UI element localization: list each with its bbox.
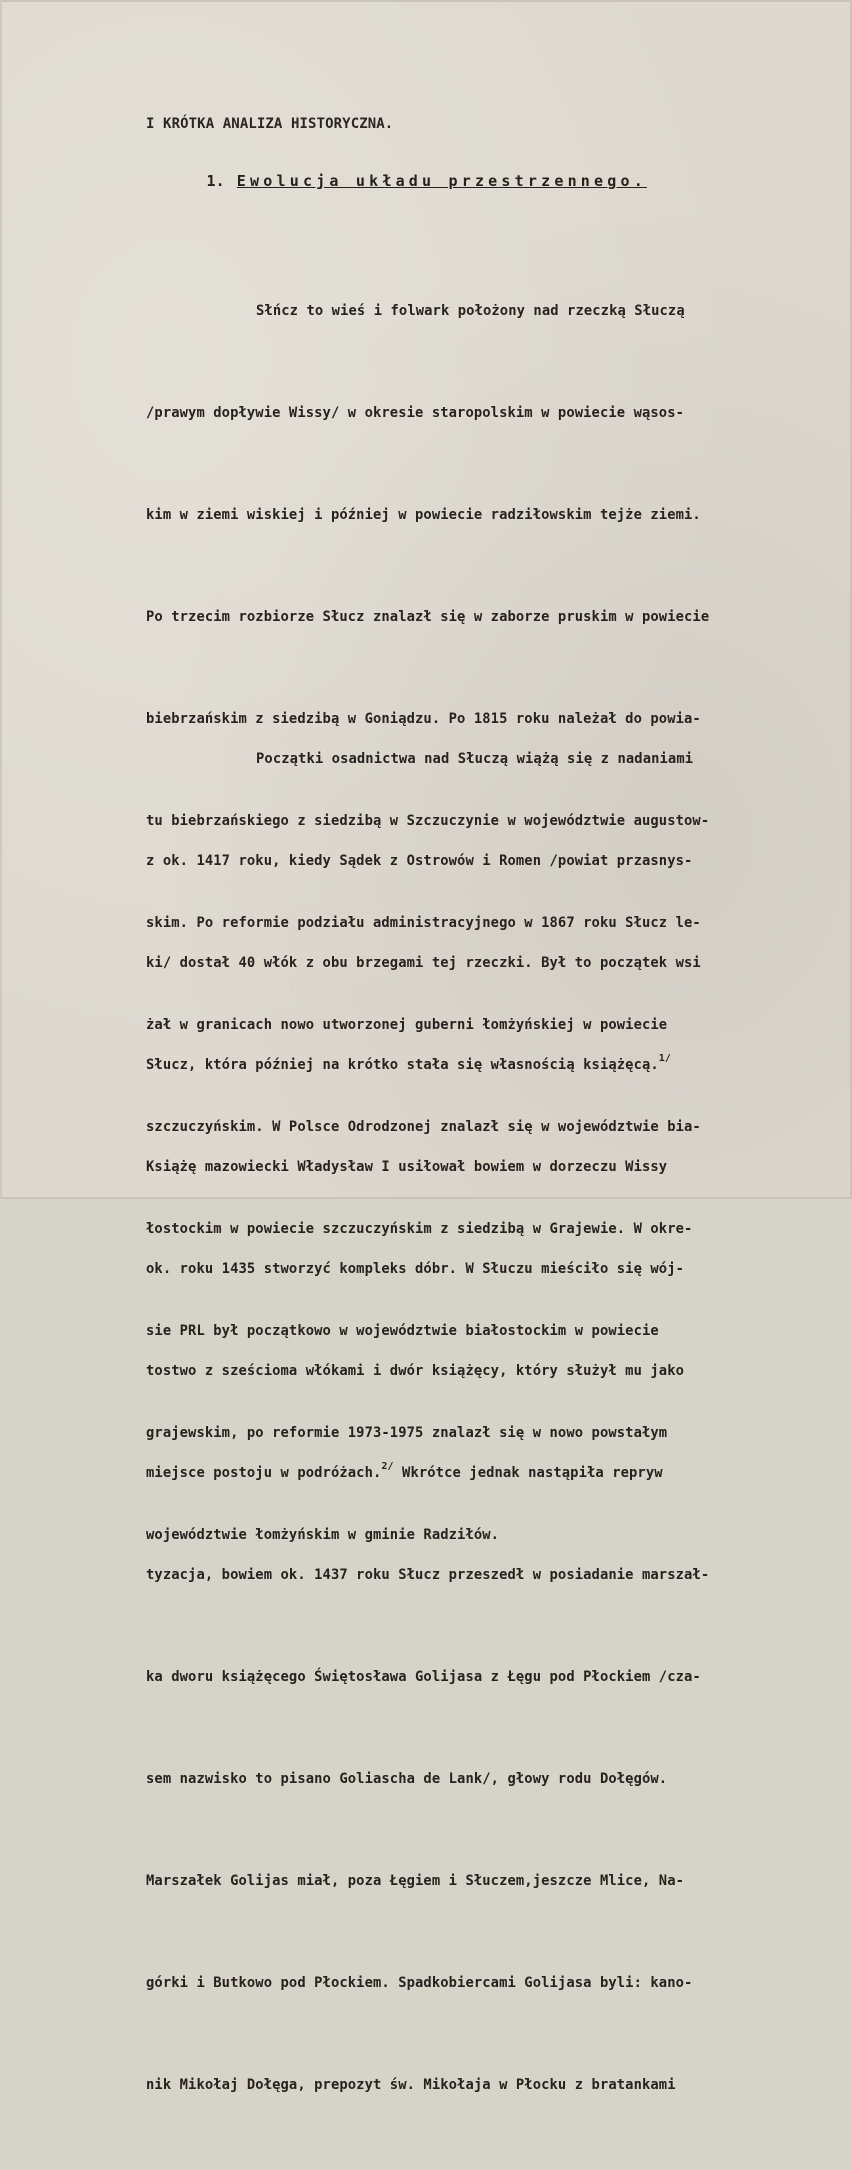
- line-text-continuation: Wkrótce jednak nastąpiła repryw: [393, 1465, 663, 1481]
- text-line: tu biebrzańskiego z siedzibą w Szczuczynie w województwie augustow-: [146, 813, 710, 829]
- text-line: kim w ziemi wiskiej i później w powiecie radziłowskim tejże ziemi.: [146, 507, 701, 523]
- text-line: tyzacja, bowiem ok. 1437 roku Słucz przeszedł w posiadanie marszał-: [146, 1567, 710, 1583]
- text-line: z ok. 1417 roku, kiedy Sądek z Ostrowów i Romen /powiat przasnys-: [146, 853, 693, 869]
- text-line-with-footnote: [146, 1048, 709, 1082]
- text-line: górki i Butkowo pod Płockiem. Spadkobiercami Golijasa byli: kano-: [146, 1975, 693, 1991]
- subsection-number: 1.: [206, 172, 225, 190]
- text-line: skim. Po reformie podziału administracyjnego w 1867 roku Słucz le-: [146, 915, 701, 931]
- text-line: łostockim w powiecie szczuczyńskim z siedzibą w Grajewie. W okre-: [146, 1221, 693, 1237]
- text-line: Początki osadnictwa nad Słuczą wiążą się z nadaniami: [256, 751, 694, 767]
- text-line: biebrzańskim z siedzibą w Goniądzu. Po 1815 roku należał do powia-: [146, 711, 701, 727]
- subsection-heading: [170, 154, 647, 208]
- text-line: ka dworu książęcego Świętosława Golijasa z Łęgu pod Płockiem /cza-: [146, 1669, 701, 1685]
- text-line: żał w granicach nowo utworzonej guberni łomżyńskiej w powiecie: [146, 1017, 668, 1033]
- text-line: ki/ dostał 40 włók z obu brzegami tej rzeczki. Był to początek wsi: [146, 955, 701, 971]
- text-line: szczuczyńskim. W Polsce Odrodzonej znalazł się w województwie bia-: [146, 1119, 701, 1135]
- section-heading: I KRÓTKA ANALIZA HISTORYCZNA.: [146, 116, 394, 132]
- text-line: Książę mazowiecki Władysław I usiłował bowiem w dorzeczu Wissy: [146, 1159, 668, 1175]
- text-line: nik Mikołaj Dołęga, prepozyt św. Mikołaja w Płocku z bratankami: [146, 2077, 676, 2093]
- text-line: Po trzecim rozbiorze Słucz znalazł się w zaborze pruskim w powiecie: [146, 609, 710, 625]
- text-line: Słńcz to wieś i folwark położony nad rzeczką Słuczą: [256, 303, 685, 319]
- subsection-title: Ewolucja układu przestrzennego.: [236, 172, 647, 190]
- text-line: województwie łomżyńskim w gminie Radziłów.: [146, 1527, 500, 1543]
- text-line: grajewskim, po reformie 1973-1975 znalazł się w nowo powstałym: [146, 1425, 668, 1441]
- text-line-with-footnote: [146, 1456, 709, 1490]
- text-line: Marszałek Golijas miał, poza Łęgiem i Słuczem,jeszcze Mlice, Na-: [146, 1873, 685, 1889]
- text-line: sem nazwisko to pisano Goliascha de Lank/, głowy rodu Dołęgów.: [146, 1771, 668, 1787]
- footnote-ref-2: 2/: [381, 1461, 394, 1472]
- paper-edge: [0, 0, 2, 1199]
- line-text: Słucz, która później na krótko stała się własnością książęcą.: [146, 1057, 659, 1073]
- text-line: sie PRL był początkowo w województwie białostockim w powiecie: [146, 1323, 659, 1339]
- line-text: miejsce postoju w podróżach.: [146, 1465, 382, 1481]
- paragraph-2: [146, 674, 709, 2170]
- text-line: /prawym dopływie Wissy/ w okresie staropolskim w powiecie wąsos-: [146, 405, 685, 421]
- footnote-ref-1: 1/: [658, 1053, 672, 1064]
- text-line: tostwo z sześcioma włókami i dwór książęcy, który służył mu jako: [146, 1363, 685, 1379]
- text-line: ok. roku 1435 stworzyć kompleks dóbr. W Słuczu mieściło się wój-: [146, 1261, 685, 1277]
